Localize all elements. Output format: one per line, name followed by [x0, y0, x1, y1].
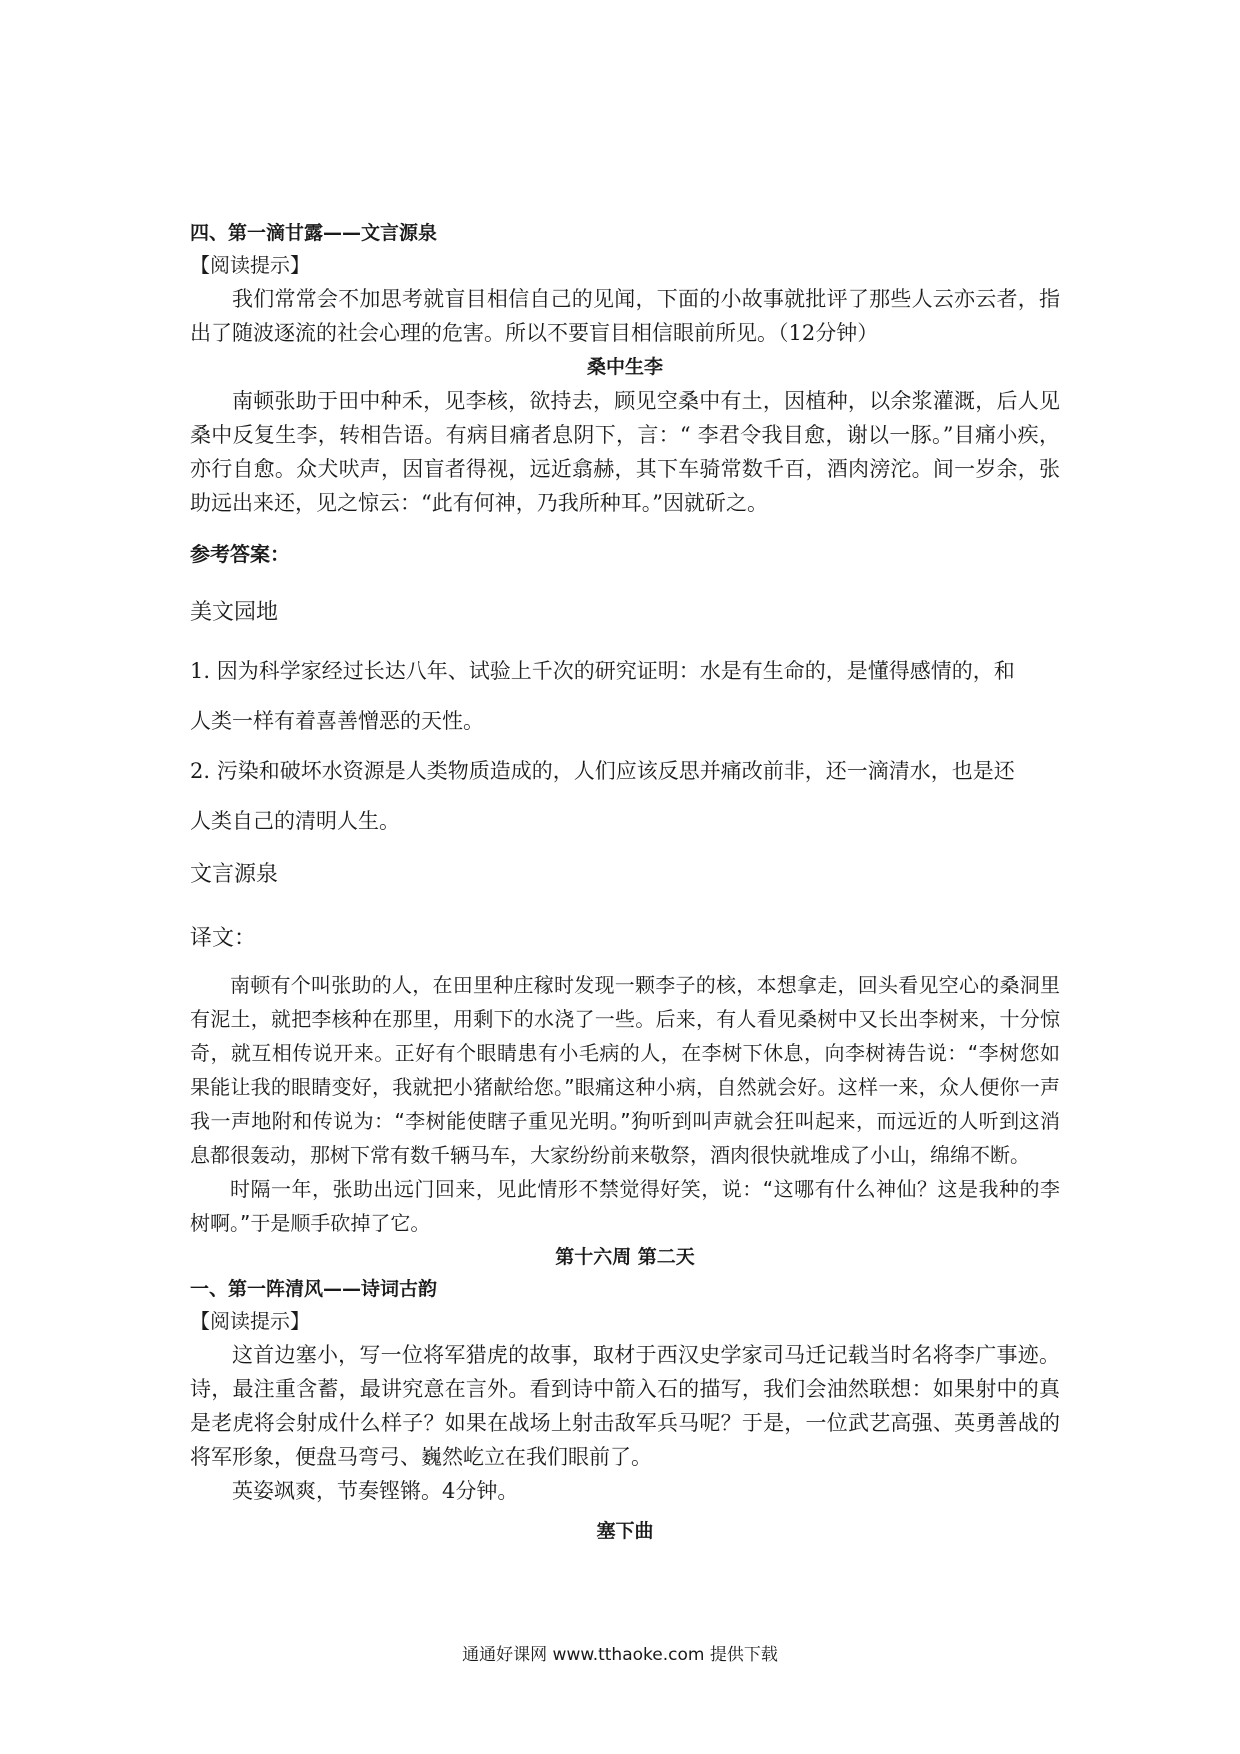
section4-heading: 四、第一滴甘露——文言源泉: [190, 222, 438, 244]
answer-1-line-2: 人类一样有着喜善憎恶的天性。: [190, 709, 484, 733]
poem-title: 塞下曲: [596, 1520, 654, 1542]
answers-heading: 参考答案：: [190, 542, 290, 566]
answer-2-line-1: 2. 污染和破坏水资源是人类物质造成的，人们应该反思并痛改前非，还一滴清水，也是还: [190, 759, 1015, 783]
answer-1-line-1: 1. 因为科学家经过长达八年、试验上千次的研究证明：水是有生命的，是懂得感情的，和: [190, 659, 1015, 683]
translation-paragraph-2: 时隔一年，张助出远门回来，见此情形不禁觉得好笑，说：“这哪有什么神仙？这是我种的李树啊。”于是顺手砍掉了它。: [190, 1177, 1060, 1235]
week-day-title: 第十六周 第二天: [555, 1246, 695, 1268]
reading-tip-text: 我们常常会不加思考就盲目相信自己的见闻，下面的小故事就批评了那些人云亦云者，指出了随波逐流的社会心理的危害。所以不要盲目相信眼前所见。（12分钟）: [190, 287, 1060, 345]
meiwen-heading: 美文园地: [190, 600, 279, 625]
reading-tip-text-2: 这首边塞小，写一位将军猎虎的故事，取材于西汉史学家司马迁记载当时名将李广事迹。诗，最注重含蓄，最讲究意在言外。看到诗中箭入石的描写，我们会油然联想：如果射中的真是老虎将会射成什么样子？如果在战场上射击敌军兵马呢？于是，一位武艺高强、英勇善战的将军形象，便盘马弯弓、巍然屹立在我们眼前了。: [190, 1343, 1060, 1469]
answer-2-line-2: 人类自己的清明人生。: [190, 809, 400, 833]
wenyan-heading: 文言源泉: [190, 862, 279, 887]
story-text: 南顿张助于田中种禾，见李核，欲持去，顾见空桑中有土，因植种，以余浆灌溉，后人见桑中反复生李，转相告语。有病目痛者息阴下，言：“ 李君令我目愈，谢以一豚。”目痛小疾，亦行自愈。众犬吠声，因盲者得视，远近翕赫，其下车骑常数千百，酒肉滂沱。间一岁余，张助远出来还，见之惊云：“此有何神，乃我所种耳。”因就斫之。: [190, 389, 1060, 515]
story-title: 桑中生李: [586, 356, 663, 378]
reading-tip-label-2: 【阅读提示】: [190, 1309, 310, 1333]
reading-tip-extra: 英姿飒爽，节奏铿锵。4分钟。: [232, 1479, 519, 1503]
reading-tip-label: 【阅读提示】: [190, 253, 310, 277]
document-page: [190, 218, 1060, 1548]
section1-heading: 一、第一阵清风——诗词古韵: [190, 1278, 438, 1300]
page-footer: 通通好课网 www.tthaoke.com 提供下载: [462, 1645, 778, 1665]
translation-label: 译文：: [190, 926, 257, 951]
translation-paragraph-1: 南顿有个叫张助的人，在田里种庄稼时发现一颗李子的核，本想拿走，回头看见空心的桑洞里有泥土，就把李核种在那里，用剩下的水浇了一些。后来，有人看见桑树中又长出李树来，十分惊奇，就互相传说开来。正好有个眼睛患有小毛病的人，在李树下休息，向李树祷告说：“李树您如果能让我的眼睛变好，我就把小猪献给您。”眼痛这种小病，自然就会好。这样一来，众人便你一声我一声地附和传说为：“李树能使瞎子重见光明。”狗听到叫声就会狂叫起来，而远近的人听到这消息都很轰动，那树下常有数千辆马车，大家纷纷前来敬祭，酒肉很快就堆成了小山，绵绵不断。: [190, 973, 1060, 1167]
